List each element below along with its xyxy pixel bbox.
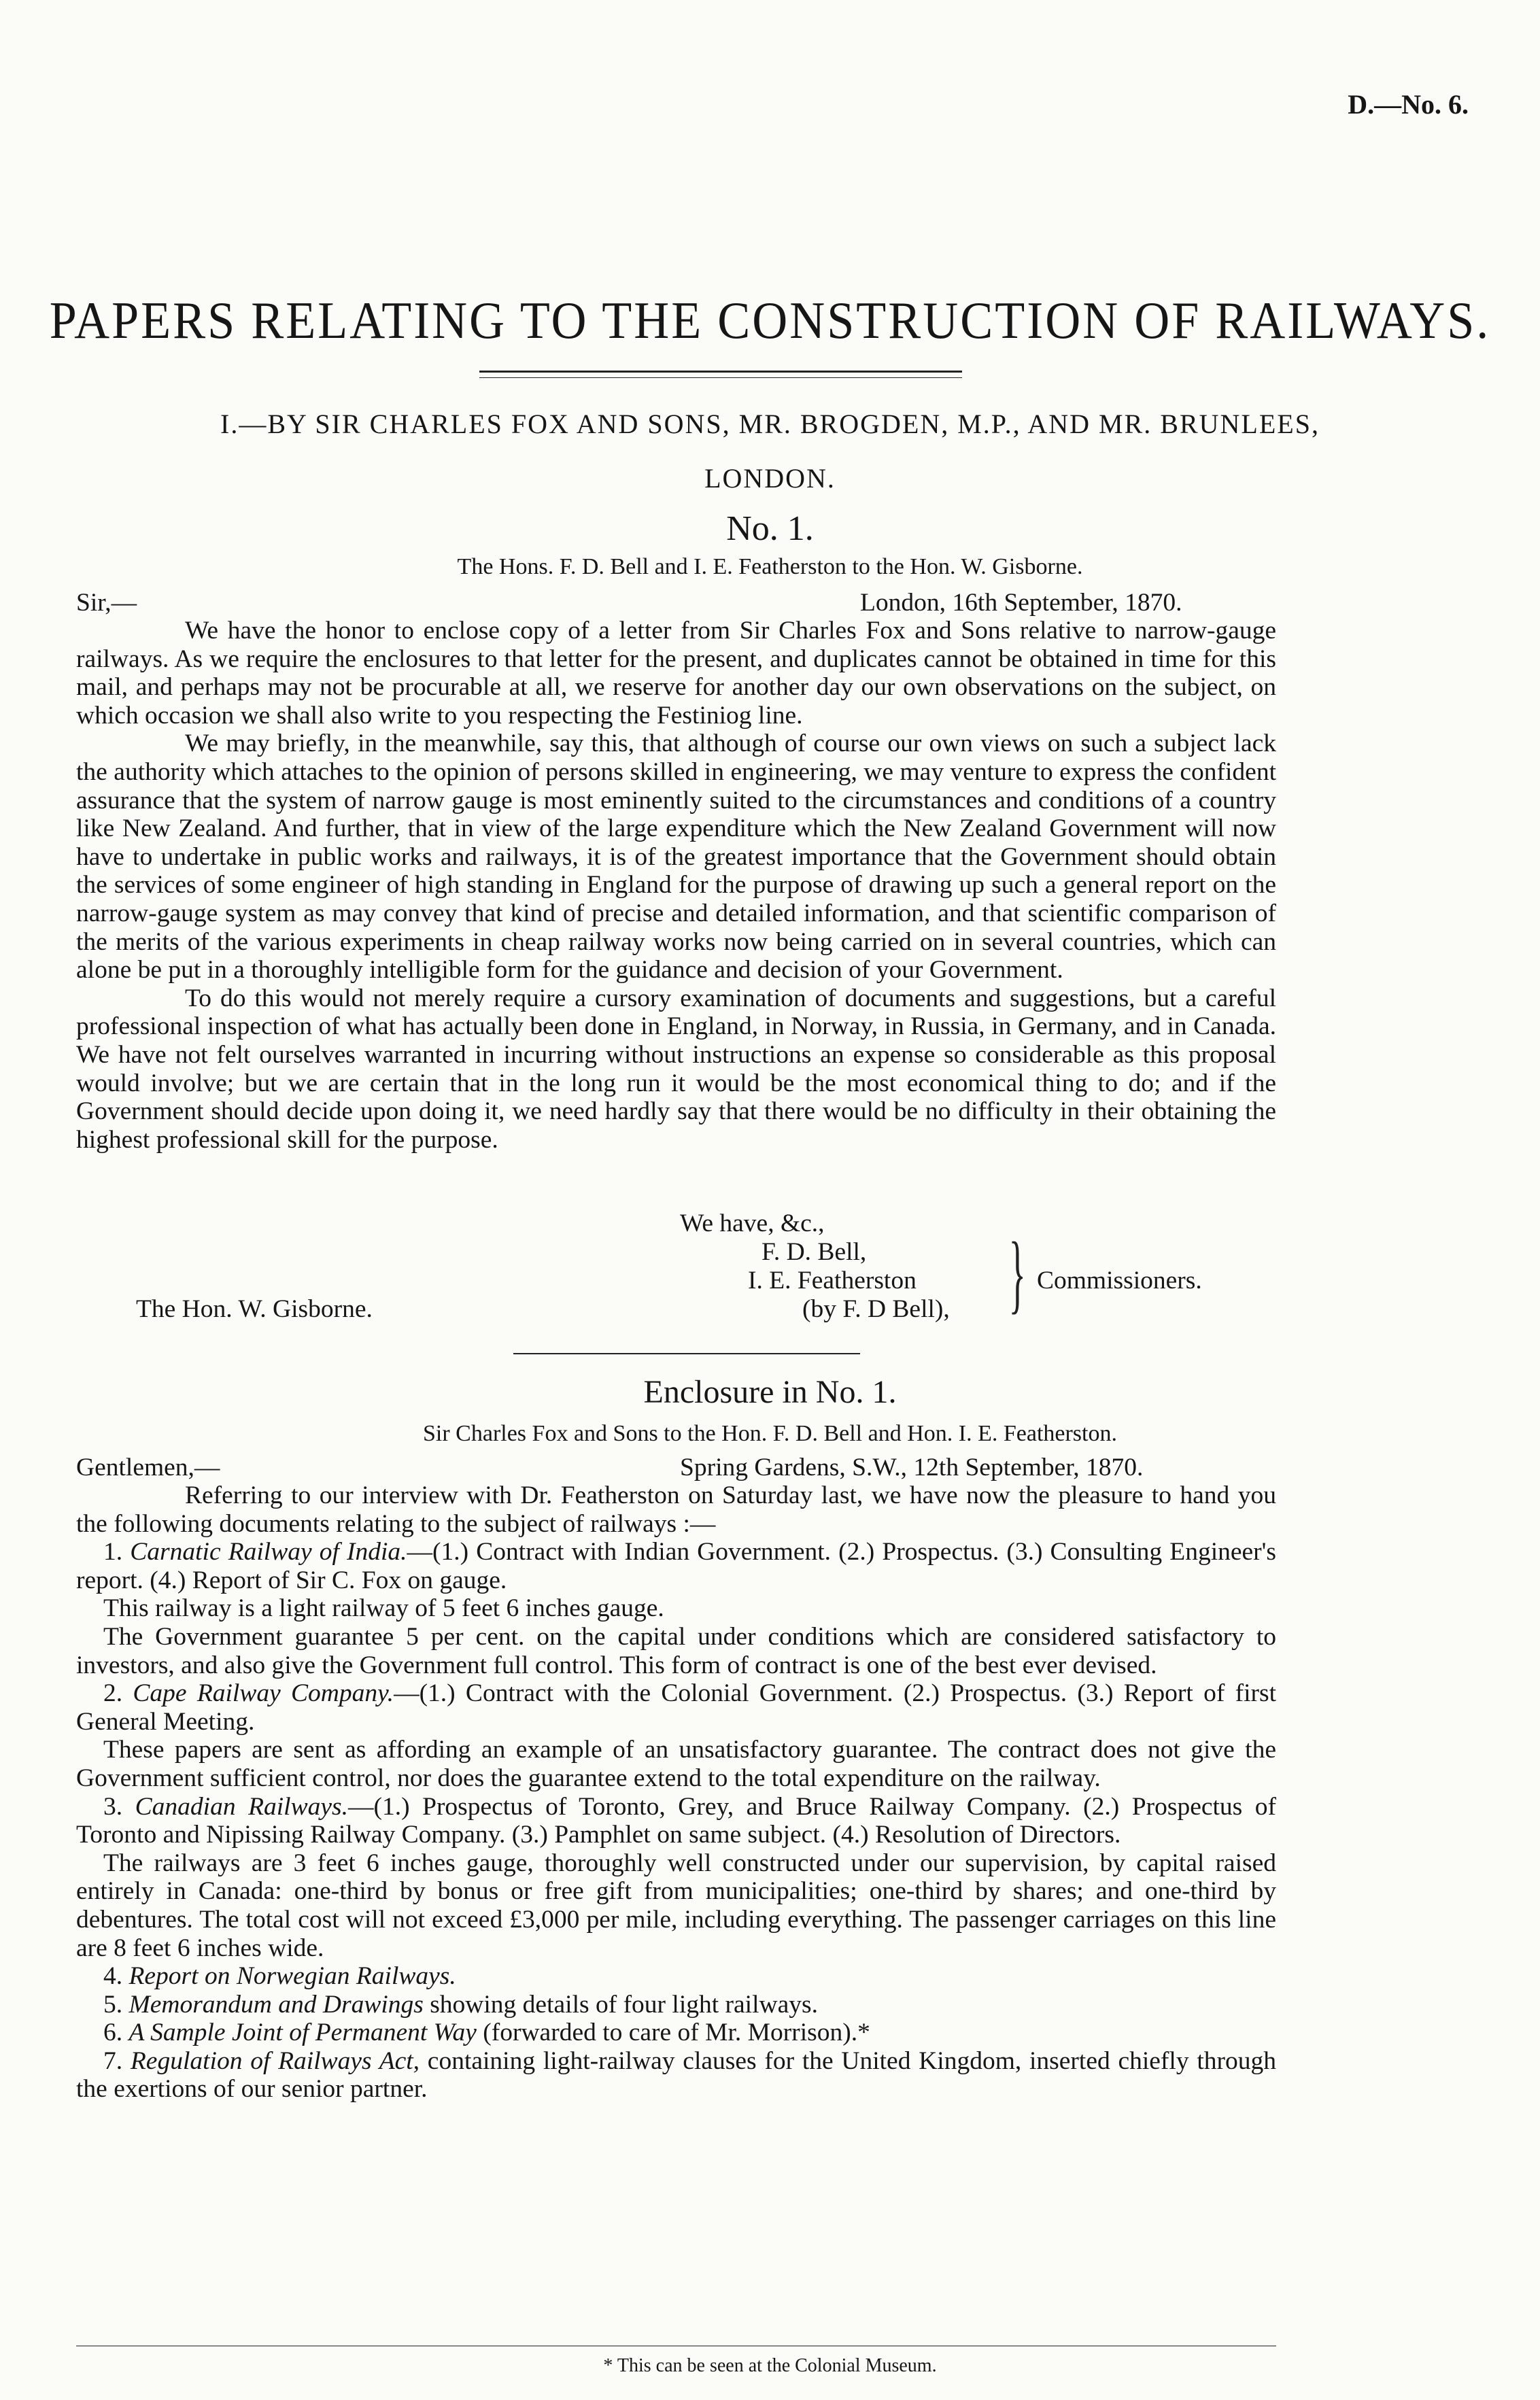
document-reference: D.—No. 6. bbox=[1348, 89, 1469, 120]
enclosure-from-to: Sir Charles Fox and Sons to the Hon. F. D. Bell and Hon. I. E. Featherston. bbox=[423, 1421, 1117, 1446]
letter-salutation: Sir,— bbox=[76, 589, 137, 617]
letter-addressee: The Hon. W. Gisborne. bbox=[136, 1295, 373, 1323]
signatory-featherston: I. E. Featherston bbox=[748, 1267, 917, 1295]
letter-paragraph: To do this would not merely require a cursory examination of documents and suggestions, but a careful professional inspection of what has actually been done in England, in Norway, in Russia, in Germany, and in Canada. We have not felt ourselves warranted in incurring without instructions an expense so considerable as this proposal would involve; but we are certain that in the long run it would be the most economical thing to do; and if the Government should decide upon doing it, we need hardly say that there would be no difficulty in their obtaining the highest professional skill for the purpose. bbox=[76, 984, 1276, 1154]
list-item-1-note: The Government guarantee 5 per cent. on the capital under conditions which are considered satisfactory to investors, and also give the Government full control. This form of contract is one of the best ever devised. bbox=[76, 1622, 1276, 1679]
letter-closing: We have, &c., bbox=[680, 1210, 825, 1237]
signature-brace: } bbox=[1008, 1224, 1026, 1322]
document-title: PAPERS RELATING TO THE CONSTRUCTION OF RAILWAYS. bbox=[49, 290, 1491, 350]
section-rule bbox=[513, 1353, 860, 1354]
enclosure-date: Spring Gardens, S.W., 12th September, 1870. bbox=[680, 1454, 1144, 1481]
letter-from-to: The Hons. F. D. Bell and I. E. Featherston to the Hon. W. Gisborne. bbox=[457, 554, 1083, 579]
signatory-note: (by F. D Bell), bbox=[802, 1295, 950, 1323]
enclosure-intro: Referring to our interview with Dr. Featherston on Saturday last, we have now the pleasure to hand you the following documents relating to the subject of railways :— bbox=[76, 1481, 1276, 1538]
enclosure-salutation: Gentlemen,— bbox=[76, 1454, 220, 1481]
list-item-6: 6. A Sample Joint of Permanent Way (forwarded to care of Mr. Morrison).* bbox=[103, 2019, 870, 2047]
list-item-2-note: These papers are sent as affording an example of an unsatisfactory guarantee. The contract does not give the Government sufficient control, nor does the guarantee extend to the total expenditure on the railway. bbox=[76, 1736, 1276, 1792]
list-item-3: 3. Canadian Railways.—(1.) Prospectus of Toronto, Grey, and Bruce Railway Company. (2.) Prospectus of Toronto and Nipissing Railway Company. (3.) Pamphlet on same subject. (4.) Resolution of Directors. bbox=[76, 1792, 1276, 1849]
enclosure-body bbox=[76, 1481, 1276, 2104]
signatory-role: Commissioners. bbox=[1037, 1267, 1202, 1295]
section-heading: I.—BY SIR CHARLES FOX AND SONS, MR. BROGDEN, M.P., AND MR. BRUNLEES, bbox=[220, 409, 1320, 439]
letter-paragraph: We have the honor to enclose copy of a letter from Sir Charles Fox and Sons relative to narrow-gauge railways. As we require the enclosures to that letter for the present, and duplicates cannot be obtained in time for this mail, and perhaps may not be procurable at all, we reserve for another day our own observations on the subject, on which occasion we shall also write to you respecting the Festiniog line. bbox=[76, 617, 1276, 730]
list-item-5: 5. Memorandum and Drawings showing details of four light railways. bbox=[103, 1990, 818, 2019]
letter-body bbox=[76, 617, 1276, 1154]
letter-number: No. 1. bbox=[726, 509, 814, 548]
section-heading-city: LONDON. bbox=[704, 463, 836, 494]
title-rule bbox=[479, 371, 962, 373]
title-rule-2 bbox=[479, 377, 962, 378]
enclosure-heading: Enclosure in No. 1. bbox=[643, 1374, 897, 1410]
signatory-bell: F. D. Bell, bbox=[762, 1238, 867, 1266]
letter-date: London, 16th September, 1870. bbox=[860, 589, 1182, 617]
list-item-7: 7. Regulation of Railways Act, containing light-railway clauses for the United Kingdom, inserted chiefly through the exertions of our senior partner. bbox=[76, 2046, 1276, 2104]
list-item-1-note: This railway is a light railway of 5 feet 6 inches gauge. bbox=[103, 1594, 664, 1623]
footnote: * This can be seen at the Colonial Museum. bbox=[603, 2355, 937, 2376]
list-item-4: 4. Report on Norwegian Railways. bbox=[103, 1962, 456, 1991]
list-item-3-note: The railways are 3 feet 6 inches gauge, thoroughly well constructed under our supervision, by capital raised entirely in Canada: one-third by bonus or free gift from municipalities; one-third by shares; and one-third by debentures. The total cost will not exceed £3,000 per mile, including everything. The passenger carriages on this line are 8 feet 6 inches wide. bbox=[76, 1849, 1276, 1962]
list-item-1: 1. Carnatic Railway of India.—(1.) Contract with Indian Government. (2.) Prospectus. (3.) Consulting Engineer's report. (4.) Report of Sir C. Fox on gauge. bbox=[76, 1538, 1276, 1594]
list-item-2: 2. Cape Railway Company.—(1.) Contract with the Colonial Government. (2.) Prospectus. (3.) Report of first General Meeting. bbox=[76, 1679, 1277, 1736]
letter-paragraph: We may briefly, in the meanwhile, say this, that although of course our own views on such a subject lack the authority which attaches to the opinion of persons skilled in engineering, we may venture to express the confident assurance that the system of narrow gauge is most eminently suited to the circumstances and conditions of a country like New Zealand. And further, that in view of the large expenditure which the New Zealand Government will now have to undertake in public works and railways, it is of the greatest importance that the Government should obtain the services of some engineer of high standing in England for the purpose of drawing up such a general report on the narrow-gauge system as may convey that kind of precise and detailed information, and that scientific comparison of the merits of the various experiments in cheap railway works now being carried on in several countries, which can alone be put in a thoroughly intelligible form for the guidance and decision of your Government. bbox=[76, 730, 1276, 984]
